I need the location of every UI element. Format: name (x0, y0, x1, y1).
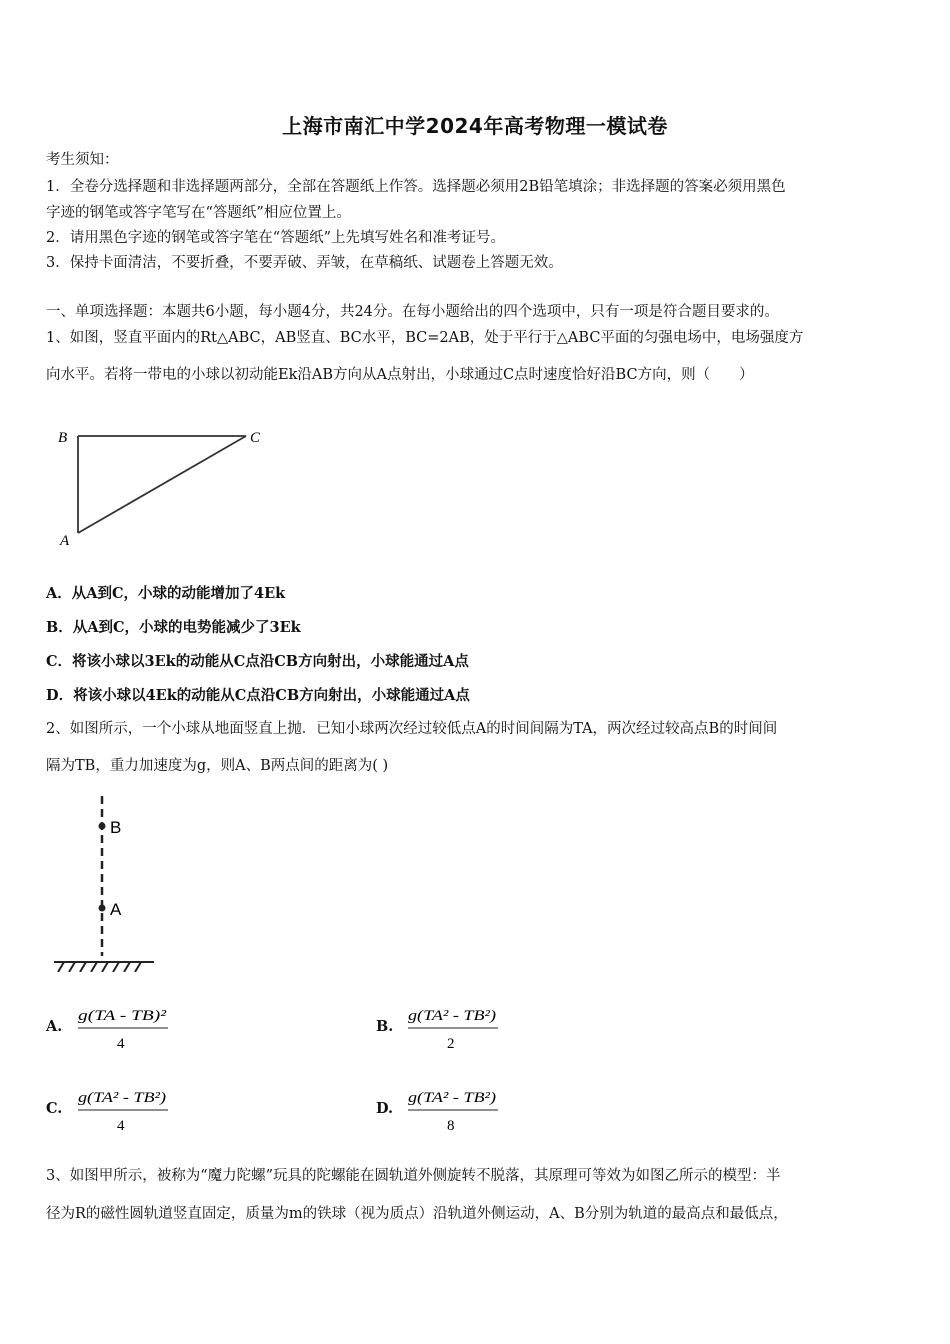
q1-stem-line-2: 向水平。若将一带电的小球以初动能Ek沿AB方向从A点射出，小球通过C点时速度恰好沿BC方向，则（ ） (46, 367, 754, 383)
q1-label-c: C (250, 430, 261, 446)
point-b-marker (99, 823, 106, 830)
q3-stem-line-2: 径为R的磁性圆轨道竖直固定，质量为m的铁球（视为质点）沿轨道外侧运动，A、B分别为轨道的最高点和最低点， (46, 1206, 788, 1222)
notice-line-3: 2．请用黑色字迹的钢笔或答字笔在“答题纸”上先填写姓名和准考证号。 (46, 230, 506, 246)
q2-option-a[interactable] (46, 1000, 206, 1056)
q2-option-c-numerator: g(TA² - TB²) (78, 1090, 166, 1106)
q2-option-c-label: C. (46, 1100, 63, 1117)
q2-option-b[interactable] (376, 1000, 536, 1056)
q2-option-a-denominator: 4 (117, 1036, 125, 1052)
q1-triangle-figure (52, 418, 277, 553)
q2-option-c-denominator: 4 (117, 1118, 125, 1134)
q2-option-d-fraction (406, 1082, 536, 1138)
q2-option-a-numerator: g(TA - TB)² (78, 1008, 167, 1024)
q2-option-a-label: A. (46, 1018, 63, 1035)
q2-option-d-numerator: g(TA² - TB²) (408, 1090, 496, 1106)
q2-option-d-denominator: 8 (447, 1118, 455, 1134)
q2-vertical-throw-figure (50, 792, 160, 972)
q2-option-c[interactable] (46, 1082, 206, 1138)
q2-label-b: B (110, 818, 122, 837)
notice-line-4: 3．保持卡面清洁，不要折叠，不要弄破、弄皱，在草稿纸、试题卷上答题无效。 (46, 255, 563, 271)
q2-option-b-denominator: 2 (447, 1036, 455, 1052)
q2-option-c-fraction (76, 1082, 206, 1138)
q1-label-b: B (58, 430, 68, 446)
q1-label-a: A (60, 533, 70, 549)
q1-stem-line-1: 1、如图，竖直平面内的Rt△ABC，AB竖直、BC水平，BC=2AB，处于平行于△ABC平面的匀强电场中，电场强度方 (46, 330, 804, 346)
q3-stem-line-1: 3、如图甲所示，被称为“魔力陀螺”玩具的陀螺能在圆轨道外侧旋转不脱落，其原理可等效为如图乙所示的模型：半 (46, 1168, 781, 1184)
notice-heading: 考生须知： (46, 152, 119, 168)
page-title: 上海市南汇中学2024年高考物理一模试卷 (282, 114, 668, 138)
q2-label-a: A (110, 900, 122, 919)
q2-option-b-label: B. (376, 1018, 394, 1035)
ground-hatching (58, 962, 141, 972)
q1-option-c[interactable]: C．将该小球以3Ek的动能从C点沿CB方向射出，小球能通过A点 (46, 653, 469, 670)
notice-line-2: 字迹的钢笔或答字笔写在“答题纸”相应位置上。 (46, 205, 351, 221)
q2-option-d-label: D. (376, 1100, 394, 1117)
q1-option-a[interactable]: A．从A到C，小球的动能增加了4Ek (46, 585, 286, 602)
q2-option-b-numerator: g(TA² - TB²) (408, 1008, 496, 1024)
q1-option-d[interactable]: D．将该小球以4Ek的动能从C点沿CB方向射出，小球能通过A点 (46, 687, 470, 704)
q2-option-d[interactable] (376, 1082, 536, 1138)
q2-stem-line-2: 隔为TB，重力加速度为g，则A、B两点间的距离为( ) (46, 758, 389, 774)
notice-line-1: 1．全卷分选择题和非选择题两部分，全部在答题纸上作答。选择题必须用2B铅笔填涂；非选择题的答案必须用黑色 (46, 179, 786, 195)
point-a-marker (99, 905, 106, 912)
section-heading: 一、单项选择题：本题共6小题，每小题4分，共24分。在每小题给出的四个选项中，只有一项是符合题目要求的。 (46, 304, 779, 320)
q1-option-b[interactable]: B．从A到C，小球的电势能减少了3Ek (46, 619, 301, 636)
q2-option-a-fraction (76, 1000, 206, 1056)
q2-option-b-fraction (406, 1000, 536, 1056)
q2-stem-line-1: 2、如图所示，一个小球从地面竖直上抛．已知小球两次经过较低点A的时间间隔为TA，两次经过较高点B的时间间 (46, 721, 778, 737)
